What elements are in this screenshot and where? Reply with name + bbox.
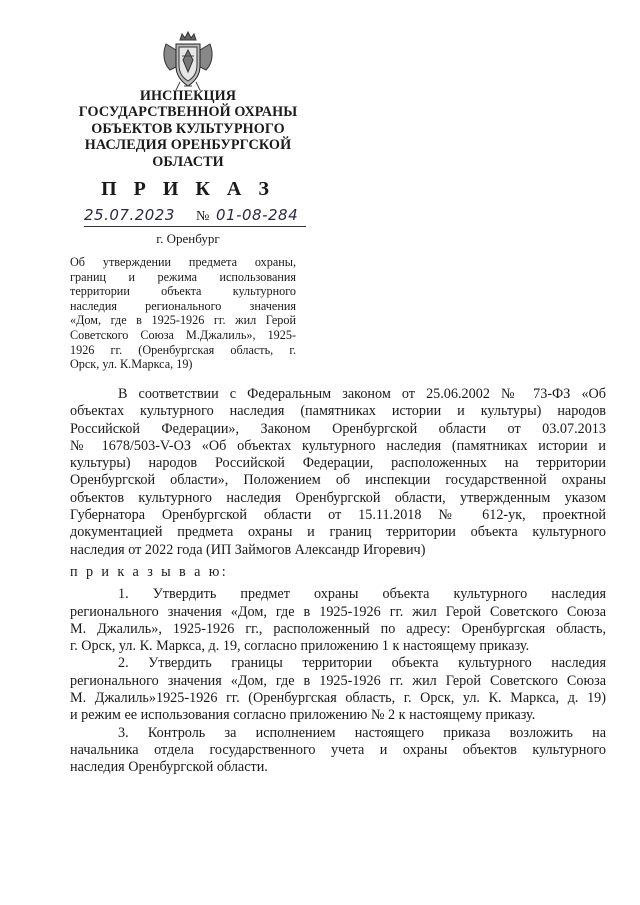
organization-line: ОБЪЕКТОВ КУЛЬТУРНОГО	[91, 120, 285, 137]
order-item-1	[70, 586, 606, 655]
order-item-line: М. Джалиль», 1925-1926 гг., расположенный по адресу: Оренбургская область,	[70, 620, 606, 637]
order-item-line: и режим ее использования согласно приложению № 2 к настоящему приказу.	[70, 707, 536, 724]
order-item-line: 3. Контроль за исполнением настоящего приказа возложить на	[118, 724, 606, 741]
preamble-line: Российской Федерации», Законом Оренбургской области от 03.07.2013	[70, 420, 606, 437]
preamble-line: объектах культурного наследия (памятниках истории и культуры) народов	[70, 403, 606, 420]
order-item-2	[70, 655, 606, 724]
order-item-3	[70, 725, 606, 777]
preamble-line: документацией предмета охраны и границ территории объекта культурного	[70, 524, 606, 541]
subject-line: Об утверждении предмета охраны,	[70, 255, 296, 269]
order-item-line: начальника отдела государственного учета и охраны объектов культурного	[70, 741, 606, 758]
subject-line: «Дом, где в 1925-1926 гг. жил Герой	[70, 313, 296, 328]
document-subject	[70, 255, 296, 372]
preamble-line: Губернатора Оренбургской области от 15.11.2018 № 612-ук, проектной	[70, 507, 606, 524]
preamble-line: В соответствии с Федеральным законом от 25.06.2002 № 73-ФЗ «Об	[118, 386, 606, 402]
subject-line: наследия регионального значения	[70, 298, 296, 313]
organization-line: НАСЛЕДИЯ ОРЕНБУРГСКОЙ	[84, 137, 292, 154]
order-item-line: наследия Оренбургской области.	[70, 759, 268, 776]
subject-line: Советского Союза М.Джалиль», 1925-	[70, 327, 296, 342]
preamble-line: наследия от 2022 года (ИП Займогов Александр Игоревич)	[70, 541, 426, 558]
document-body	[70, 386, 606, 777]
preamble-line: культуры) народов Российской Федерации, расположенных на территории	[70, 455, 606, 472]
organization-name	[60, 88, 316, 170]
preamble-line: Оренбургской области», Положением об инспекции государственной охраны	[70, 472, 606, 489]
order-item-line: г. Орск, ул. К. Маркса, д. 19, согласно приложению 1 к настоящему приказу.	[70, 638, 530, 655]
registration-line	[84, 206, 314, 232]
number-sign: №	[196, 209, 210, 224]
subject-line: Орск, ул. К.Маркса, 19)	[70, 357, 193, 372]
order-item-line: 1. Утвердить предмет охраны объекта культурного наследия	[118, 586, 606, 603]
document-number: 01-08-284	[216, 206, 299, 224]
preamble-line: объектов культурного наследия Оренбургской области, утвержденным указом	[70, 489, 606, 506]
preamble	[70, 386, 606, 559]
organization-line: ОБЛАСТИ	[152, 153, 224, 170]
city: г. Оренбург	[156, 231, 220, 246]
subject-line: 1926 гг. (Оренбургская область, г.	[70, 342, 296, 357]
preamble-line: № 1678/503-V-ОЗ «Об объектах культурного наследия (памятниках истории и	[70, 437, 606, 454]
order-item-line: 2. Утвердить границы территории объекта культурного наследия	[118, 655, 606, 672]
subject-line: границ и режима использования	[70, 269, 296, 284]
organization-line: ГОСУДАРСТВЕННОЙ ОХРАНЫ	[78, 104, 298, 121]
order-item-line: регионального значения «Дом, где в 1925-1926 гг. жил Герой Советского Союза	[70, 672, 606, 689]
order-item-line: М. Джалиль»1925-1926 гг. (Оренбургская область, г. Орск, ул. К. Маркса, д. 19)	[70, 690, 606, 707]
subject-line: территории объекта культурного	[70, 284, 296, 299]
coat-of-arms-orenburg-icon	[160, 30, 216, 92]
order-item-line: регионального значения «Дом, где в 1925-1926 гг. жил Герой Советского Союза	[70, 603, 606, 620]
order-word: п р и к а з ы в а ю:	[70, 563, 229, 580]
document-date: 25.07.2023	[84, 206, 175, 224]
document-type-title: П Р И К А З	[101, 178, 275, 200]
organization-line: ИНСПЕКЦИЯ	[139, 88, 237, 104]
registration-underline	[84, 226, 306, 227]
